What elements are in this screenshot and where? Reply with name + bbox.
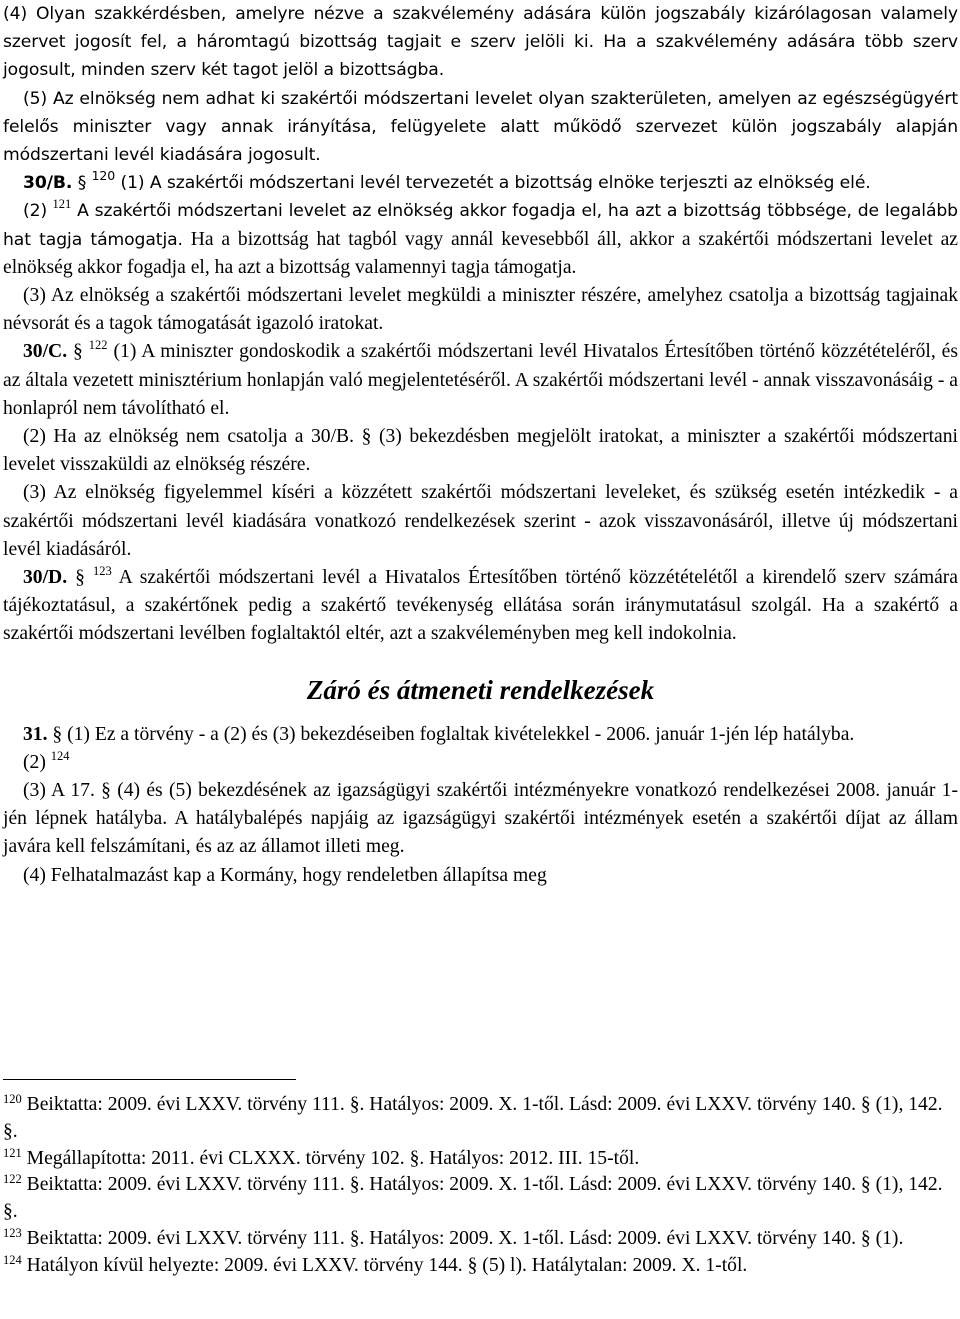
section-30c-label: 30/C. [23, 341, 68, 363]
footnote-ref-123[interactable]: 123 [92, 564, 112, 579]
footnote-number: 121 [3, 1145, 22, 1160]
footnotes [3, 1092, 958, 1280]
footnote-ref-124[interactable]: 124 [50, 748, 70, 763]
section-30c-text: (1) A miniszter gondoskodik a szakértői módszertani levél Hivatalos Értesítőben történő közzétételéről, és az általa vezetett minisztérium honlapján való megjelentetéséről. A szakértői módszertani levél - annak visszavonásáig - a honlapról nem távolítható el. [3, 341, 958, 419]
document-page [3, 0, 958, 890]
footnote-number: 120 [3, 1092, 22, 1106]
paragraph-31-4: (4) Felhatalmazást kap a Kormány, hogy rendeletben állapítsa meg [23, 864, 547, 886]
footnote-number: 124 [3, 1252, 22, 1267]
footnote-ref-120[interactable]: 120 [91, 168, 116, 184]
footnote-text: Megállapította: 2011. évi CLXXX. törvény 102. §. Hatályos: 2012. III. 15-től. [21, 1147, 640, 1169]
footnote-123 [3, 1226, 958, 1253]
section-31 [3, 721, 958, 749]
footnote-separator [3, 1079, 296, 1080]
paragraph-30b-2-text: A szakértői módszertani levelet az elnökség akkor fogadja el, ha azt a bizottság többsége, de legalább hat tagja támogatja. [3, 201, 958, 250]
footnote-text: Hatályon kívül helyezte: 2009. évi LXXV. törvény 144. § (5) l). Hatálytalan: 2009. X. 1-től. [21, 1254, 748, 1276]
footnote-120 [3, 1092, 958, 1146]
footnote-text: Beiktatta: 2009. évi LXXV. törvény 111. §. Hatályos: 2009. X. 1-től. Lásd: 2009. évi LXXV. törvény 140. § (1), 142. §. [3, 1094, 943, 1142]
section-31-label: 31. [23, 723, 48, 745]
paragraph-31-3: (3) A 17. § (4) és (5) bekezdésének az igazságügyi szakértői intézményekre vonatkozó rendelkezései 2008. január 1-jén lépnek hatályba. A hatálybalépés napjáig az igazságügyi szakértői intézmények esetén a szakértői díjat az állam javára kell felszámítani, és az az államot illeti meg. [3, 780, 958, 858]
paragraph-30a-4: (4) Olyan szakkérdésben, amelyre nézve a szakvélemény adására külön jogszabály kizárólagosan valamely szervet jogosít fel, a háromtagú bizottság tagjait e szerv jelöli ki. Ha a szakvélemény adására több szerv jogosult, minden szerv két tagot jelöl a bizottságba. [3, 4, 958, 81]
paragraph-30b-2-number: (2) [23, 201, 48, 222]
footnote-number: 123 [3, 1225, 22, 1240]
section-30d-label: 30/D. [23, 567, 68, 589]
section-30b-label: 30/B. [23, 173, 73, 194]
section-sign: § [47, 723, 63, 745]
footnote-121 [3, 1146, 958, 1173]
section-30b-text: (1) A szakértői módszertani levél tervezetét a bizottság elnöke terjeszti az elnökség elé. [115, 173, 871, 194]
section-30d-text: A szakértői módszertani levél a Hivatalos Értesítőben történő közzétételétől a kirendelő szerv számára tájékoztatásul, a szakértőnek pedig a szakértő tevékenység ellátása során iránymutatásul szolgál. Ha a szakértő a szakértői módszertani levélben foglaltaktól eltér, azt a szakvéleményben meg kell indokolnia. [3, 567, 959, 645]
paragraph-30b-3: (3) Az elnökség a szakértői módszertani levelet megküldi a miniszter részére, amelyhez csatolja a bizottság tagjainak névsorát és a tagok támogatását igazoló iratokat. [3, 285, 958, 335]
section-30c [3, 338, 958, 423]
footnote-text: Beiktatta: 2009. évi LXXV. törvény 111. §. Hatályos: 2009. X. 1-től. Lásd: 2009. évi LXXV. törvény 140. § (1). [21, 1227, 904, 1249]
section-30b [3, 169, 958, 197]
footnote-124 [3, 1253, 958, 1280]
section-sign: § [67, 341, 83, 363]
footnote-ref-121[interactable]: 121 [52, 197, 72, 212]
section-30d [3, 564, 958, 649]
chapter-heading: Záró és átmeneti rendelkezések [306, 674, 655, 705]
paragraph-30b-2 [3, 197, 958, 282]
section-sign: § [72, 173, 87, 194]
paragraph-30b-2-text-cont: Ha a bizottság hat tagból vagy annál kevesebből áll, akkor a szakértői módszertani levelet az elnökség akkor fogadja el, ha azt a bizottság valamennyi tagja támogatja. [3, 228, 958, 278]
footnote-122 [3, 1172, 958, 1226]
footnote-text: Beiktatta: 2009. évi LXXV. törvény 111. §. Hatályos: 2009. X. 1-től. Lásd: 2009. évi LXXV. törvény 140. § (1), 142. §. [3, 1174, 943, 1223]
paragraph-31-2-number: (2) [23, 751, 46, 773]
paragraph-31-2 [3, 749, 958, 777]
paragraph-30c-2: (2) Ha az elnökség nem csatolja a 30/B. § (3) bekezdésben megjelölt iratokat, a miniszter a szakértői módszertani levelet visszaküldi az elnökség részére. [3, 426, 958, 476]
section-31-text: (1) Ez a törvény - a (2) és (3) bekezdéseiben foglaltak kivételekkel - 2006. január 1-jén lép hatályba. [62, 723, 855, 745]
footnote-number: 122 [3, 1172, 22, 1187]
paragraph-30c-3: (3) Az elnökség figyelemmel kíséri a közzétett szakértői módszertani leveleket, és szükség esetén intézkedik - a szakértői módszertani levél kiadására vonatkozó rendelkezések szerint - azok visszavonásáról, illetve új módszertani levél kiadásáról. [3, 482, 958, 560]
footnote-ref-122[interactable]: 122 [88, 338, 108, 353]
paragraph-30a-5: (5) Az elnökség nem adhat ki szakértői módszertani levelet olyan szakterületen, amelyen az egészségügyért felelős miniszter vagy annak irányítása, felügyelete alatt működő szervezet külön jogszabály alapján módszertani levél kiadására jogosult. [3, 88, 958, 166]
section-sign: § [67, 567, 85, 589]
